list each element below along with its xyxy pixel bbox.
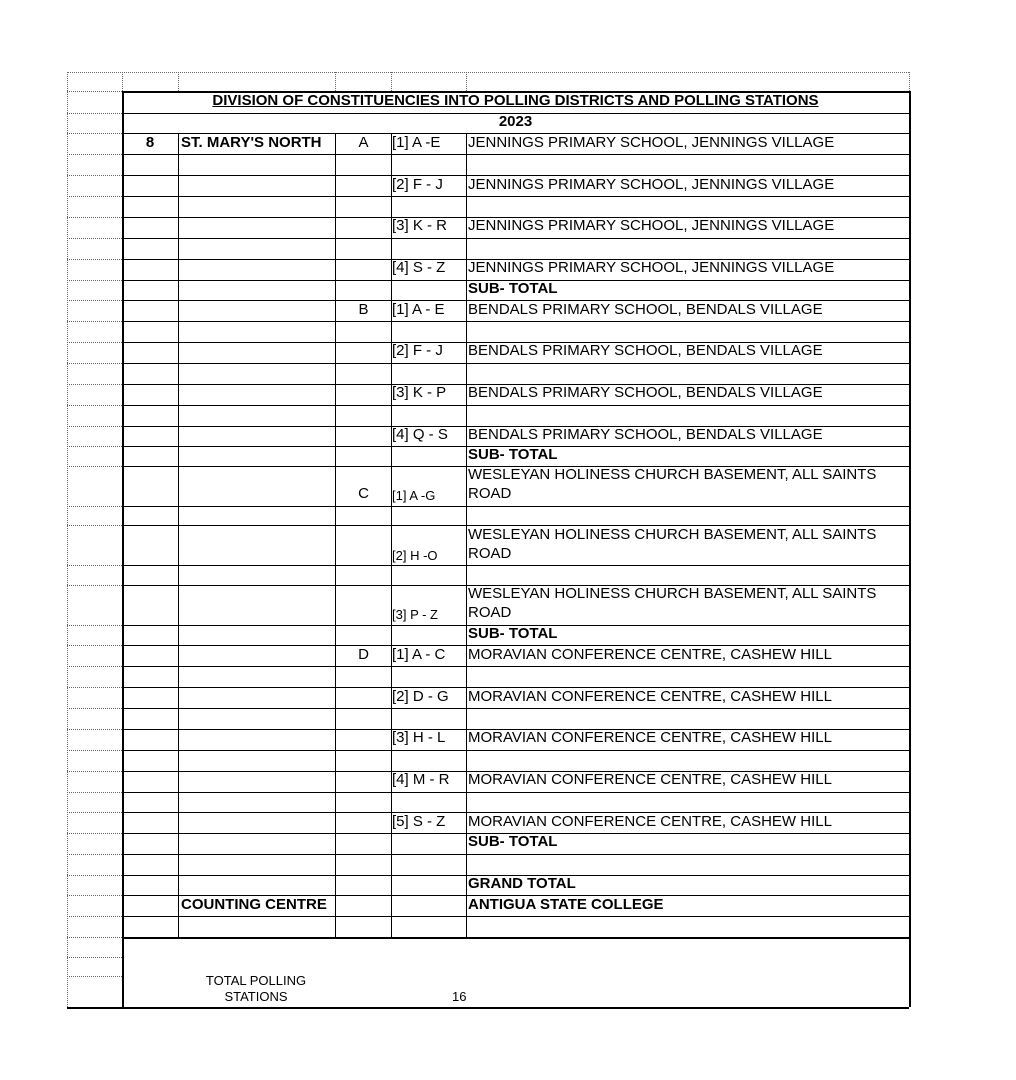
- grid-hline: [122, 238, 909, 239]
- grid-hline: [122, 133, 909, 134]
- grid-hline: [67, 196, 122, 197]
- grid-hline: [122, 363, 909, 364]
- total-stations-label: TOTAL POLLING: [205, 973, 307, 988]
- grid-hline: [67, 154, 122, 155]
- station-range: [2] F - J: [392, 176, 443, 193]
- grid-hline: [122, 525, 909, 526]
- grid-hline: [122, 895, 909, 896]
- station-location: MORAVIAN CONFERENCE CENTRE, CASHEW HILL: [468, 771, 832, 788]
- station-location-line2: ROAD: [468, 545, 512, 562]
- grid-hline: [67, 506, 122, 507]
- grid-hline: [67, 812, 122, 813]
- grid-hline: [67, 937, 122, 938]
- grid-hline: [122, 937, 909, 939]
- station-range: [3] H - L: [392, 729, 446, 746]
- station-location: BENDALS PRIMARY SCHOOL, BENDALS VILLAGE: [468, 301, 823, 318]
- station-range: [1] A - C: [392, 646, 446, 663]
- grid-hline: [67, 625, 122, 626]
- grid-hline: [122, 342, 909, 343]
- station-location: WESLEYAN HOLINESS CHURCH BASEMENT, ALL SAINTS: [468, 466, 877, 483]
- grid-hline: [122, 506, 909, 507]
- grid-vline: [391, 72, 392, 91]
- grid-hline: [122, 854, 909, 855]
- grid-hline: [67, 175, 122, 176]
- grid-vline: [909, 72, 910, 91]
- grid-vline: [178, 133, 179, 937]
- grid-hline: [122, 405, 909, 406]
- constituency-name: ST. MARY'S NORTH: [181, 134, 322, 151]
- grid-hline: [67, 565, 122, 566]
- station-range: [4] M - R: [392, 771, 450, 788]
- grid-hline: [67, 321, 122, 322]
- grid-hline: [67, 280, 122, 281]
- grid-hline: [122, 729, 909, 730]
- grid-hline: [67, 976, 122, 977]
- grid-hline: [67, 771, 122, 772]
- station-range: [3] P - Z: [392, 607, 438, 622]
- grid-hline: [67, 363, 122, 364]
- grid-hline: [122, 154, 909, 155]
- grid-hline: [122, 750, 909, 751]
- year-label: 2023: [498, 113, 533, 130]
- grid-hline: [122, 916, 909, 917]
- district-label: C: [358, 485, 369, 502]
- grid-hline: [67, 113, 122, 114]
- grid-hline: [67, 466, 122, 467]
- grid-hline: [67, 645, 122, 646]
- grid-hline: [122, 259, 909, 260]
- grid-hline: [67, 446, 122, 447]
- grid-hline: [67, 833, 122, 834]
- grid-vline: [466, 133, 467, 937]
- station-range: [3] K - P: [392, 384, 447, 401]
- station-location: WESLEYAN HOLINESS CHURCH BASEMENT, ALL SAINTS: [468, 585, 877, 602]
- total-stations-label-line2: STATIONS: [224, 989, 288, 1004]
- district-label: D: [358, 646, 369, 663]
- grid-hline: [122, 384, 909, 385]
- grid-hline: [122, 625, 909, 626]
- grid-hline: [122, 300, 909, 301]
- grid-hline: [122, 708, 909, 709]
- grid-hline: [67, 525, 122, 526]
- grid-vline: [466, 72, 467, 91]
- station-range: [1] A -G: [392, 488, 436, 503]
- station-range: [2] F - J: [392, 342, 443, 359]
- subtotal-label: SUB- TOTAL: [468, 280, 558, 297]
- grid-hline: [122, 426, 909, 427]
- grid-hline: [122, 585, 909, 586]
- station-location: BENDALS PRIMARY SCHOOL, BENDALS VILLAGE: [468, 426, 823, 443]
- grid-vline: [391, 133, 392, 937]
- counting-centre-location: ANTIGUA STATE COLLEGE: [468, 896, 664, 913]
- station-range: [3] K - R: [392, 217, 448, 234]
- station-range: [1] A - E: [392, 301, 445, 318]
- grid-hline: [122, 792, 909, 793]
- total-stations-value: 16: [452, 989, 467, 1004]
- grid-hline: [122, 280, 909, 281]
- station-range: [2] H -O: [392, 548, 438, 563]
- grid-vline: [335, 72, 336, 91]
- grand-total-label: GRAND TOTAL: [468, 875, 576, 892]
- grid-vline: [67, 72, 68, 1007]
- grid-hline: [67, 792, 122, 793]
- station-location-line2: ROAD: [468, 485, 512, 502]
- grid-vline: [909, 91, 911, 1007]
- subtotal-label: SUB- TOTAL: [468, 446, 558, 463]
- grid-hline: [67, 1007, 909, 1009]
- grid-hline: [67, 238, 122, 239]
- grid-hline: [67, 585, 122, 586]
- station-location: JENNINGS PRIMARY SCHOOL, JENNINGS VILLAGE: [468, 259, 835, 276]
- page-title: DIVISION OF CONSTITUENCIES INTO POLLING DISTRICTS AND POLLING STATIONS: [212, 92, 819, 109]
- grid-hline: [122, 91, 909, 93]
- subtotal-label: SUB- TOTAL: [468, 625, 558, 642]
- grid-hline: [122, 196, 909, 197]
- grid-hline: [122, 446, 909, 447]
- station-range: [4] Q - S: [392, 426, 448, 443]
- station-location: JENNINGS PRIMARY SCHOOL, JENNINGS VILLAGE: [468, 134, 835, 151]
- grid-hline: [67, 91, 122, 92]
- station-location: WESLEYAN HOLINESS CHURCH BASEMENT, ALL SAINTS: [468, 526, 877, 543]
- grid-hline: [67, 957, 122, 958]
- grid-hline: [67, 687, 122, 688]
- grid-vline: [178, 72, 179, 91]
- station-location: JENNINGS PRIMARY SCHOOL, JENNINGS VILLAGE: [468, 176, 835, 193]
- grid-hline: [122, 645, 909, 646]
- grid-hline: [67, 217, 122, 218]
- grid-hline: [122, 875, 909, 876]
- constituency-number: 8: [145, 134, 155, 151]
- grid-vline: [335, 133, 336, 937]
- station-location: MORAVIAN CONFERENCE CENTRE, CASHEW HILL: [468, 729, 832, 746]
- station-range: [2] D - G: [392, 688, 449, 705]
- station-location-line2: ROAD: [468, 604, 512, 621]
- station-location: BENDALS PRIMARY SCHOOL, BENDALS VILLAGE: [468, 342, 823, 359]
- grid-hline: [67, 384, 122, 385]
- grid-hline: [122, 833, 909, 834]
- grid-hline: [67, 916, 122, 917]
- grid-vline: [122, 72, 123, 91]
- grid-hline: [67, 342, 122, 343]
- grid-hline: [67, 72, 909, 73]
- station-range: [4] S - Z: [392, 259, 446, 276]
- station-location: JENNINGS PRIMARY SCHOOL, JENNINGS VILLAGE: [468, 217, 835, 234]
- grid-hline: [67, 895, 122, 896]
- grid-hline: [67, 875, 122, 876]
- grid-hline: [67, 708, 122, 709]
- station-range: [5] S - Z: [392, 813, 446, 830]
- grid-hline: [122, 466, 909, 467]
- station-range: [1] A -E: [392, 134, 441, 151]
- grid-hline: [67, 300, 122, 301]
- grid-hline: [122, 175, 909, 176]
- district-label: A: [358, 134, 369, 151]
- grid-hline: [122, 113, 909, 114]
- grid-hline: [122, 687, 909, 688]
- grid-hline: [122, 666, 909, 667]
- grid-hline: [67, 854, 122, 855]
- station-location: MORAVIAN CONFERENCE CENTRE, CASHEW HILL: [468, 813, 832, 830]
- grid-hline: [67, 750, 122, 751]
- station-location: BENDALS PRIMARY SCHOOL, BENDALS VILLAGE: [468, 384, 823, 401]
- grid-hline: [67, 729, 122, 730]
- grid-hline: [122, 321, 909, 322]
- grid-hline: [67, 133, 122, 134]
- station-location: MORAVIAN CONFERENCE CENTRE, CASHEW HILL: [468, 688, 832, 705]
- grid-hline: [122, 812, 909, 813]
- grid-hline: [67, 259, 122, 260]
- district-label: B: [358, 301, 369, 318]
- grid-hline: [67, 426, 122, 427]
- counting-centre-label: COUNTING CENTRE: [181, 896, 327, 913]
- grid-hline: [67, 666, 122, 667]
- grid-hline: [122, 771, 909, 772]
- grid-vline: [122, 91, 124, 1007]
- grid-hline: [122, 217, 909, 218]
- station-location: MORAVIAN CONFERENCE CENTRE, CASHEW HILL: [468, 646, 832, 663]
- grid-hline: [122, 565, 909, 566]
- grid-hline: [67, 405, 122, 406]
- subtotal-label: SUB- TOTAL: [468, 833, 558, 850]
